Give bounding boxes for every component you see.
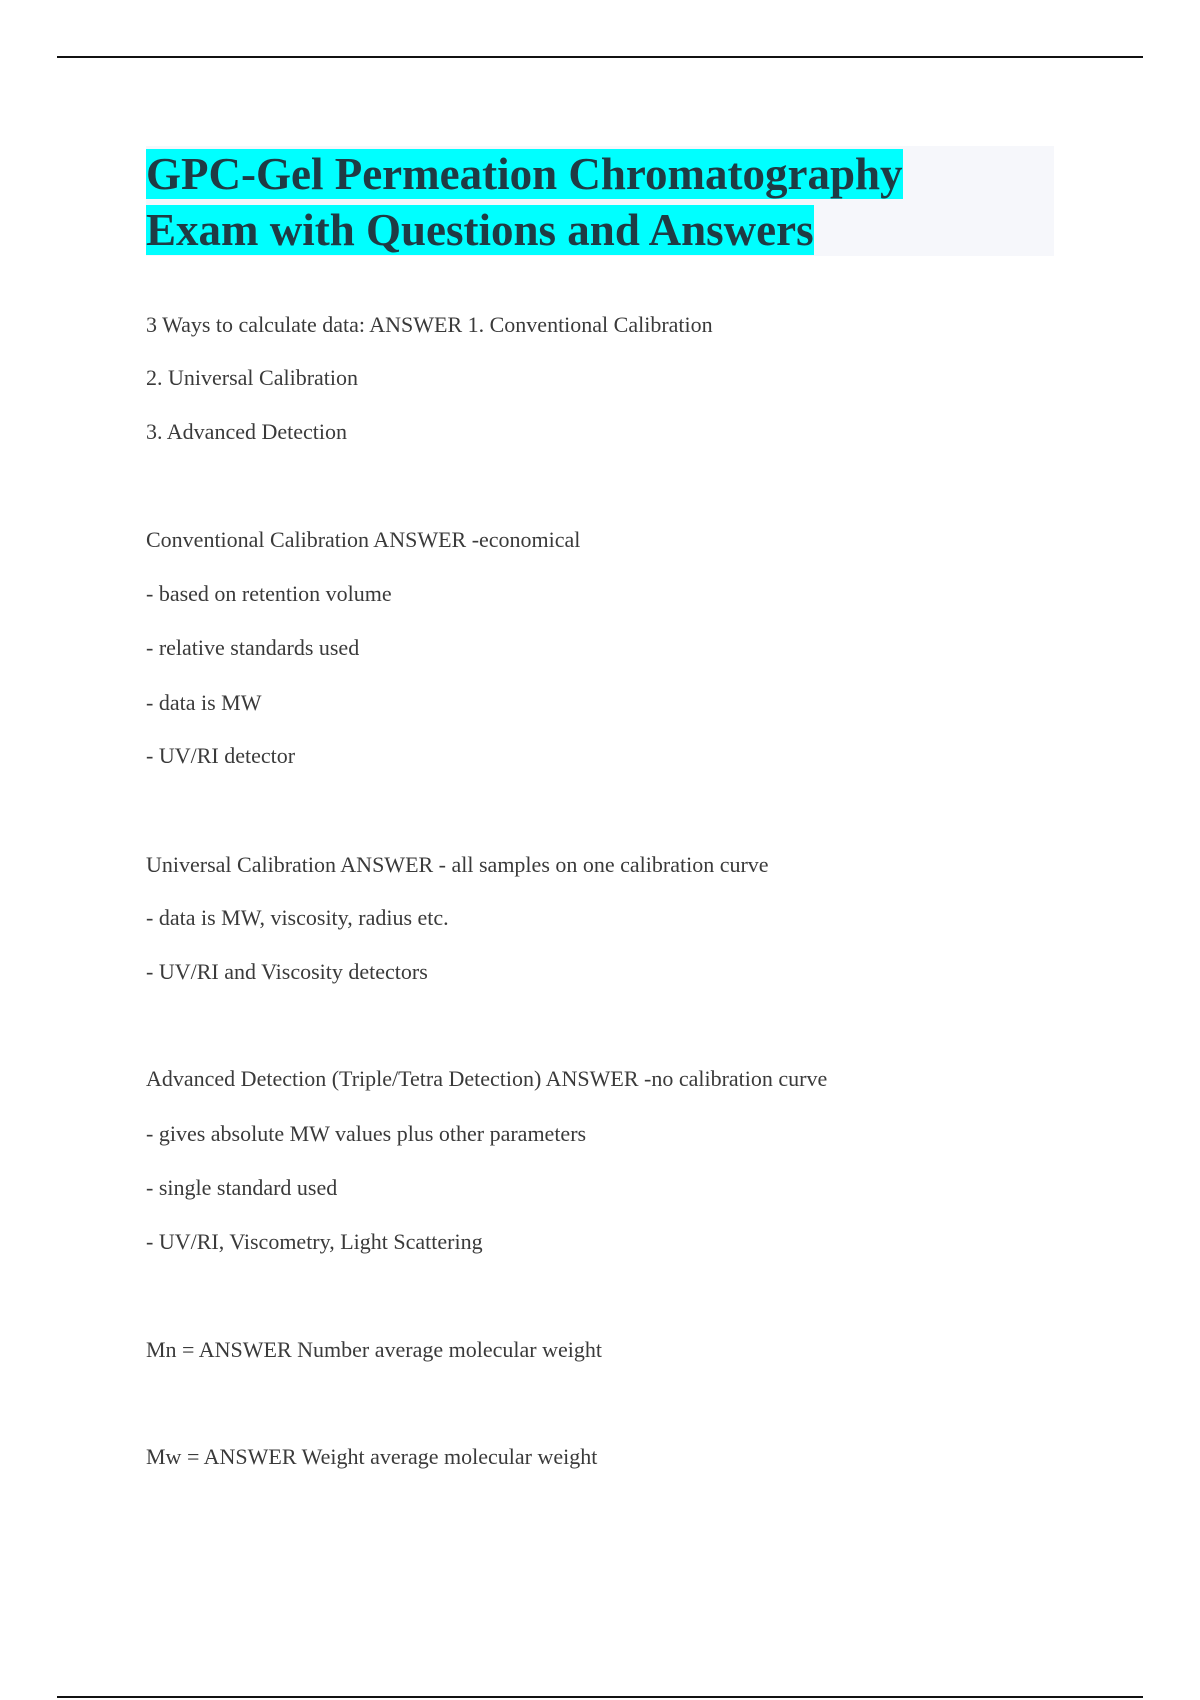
answer-line: 3. Advanced Detection — [146, 419, 347, 444]
answer-line: - single standard used — [146, 1175, 338, 1200]
question-line: 3 Ways to calculate data: ANSWER 1. Conventional Calibration — [146, 312, 713, 337]
title-line-2: Exam with Questions and Answers — [146, 205, 814, 255]
question-line: Universal Calibration ANSWER - all samples on one calibration curve — [146, 852, 769, 877]
answer-line: - data is MW — [146, 690, 262, 715]
answer-line: - based on retention volume — [146, 581, 392, 606]
title-line-1: GPC-Gel Permeation Chromatography — [146, 149, 903, 199]
answer-line: - UV/RI, Viscometry, Light Scattering — [146, 1229, 483, 1254]
top-rule — [57, 56, 1143, 58]
question-line: Advanced Detection (Triple/Tetra Detection) ANSWER -no calibration curve — [146, 1066, 828, 1091]
question-line: Mw = ANSWER Weight average molecular weight — [146, 1444, 598, 1469]
answer-line: - relative standards used — [146, 635, 360, 660]
answer-line: - UV/RI and Viscosity detectors — [146, 959, 428, 984]
bottom-rule — [57, 1696, 1143, 1698]
answer-line: 2. Universal Calibration — [146, 365, 359, 390]
page-title — [146, 146, 1026, 258]
question-line: Conventional Calibration ANSWER -economical — [146, 527, 581, 552]
answer-line: - data is MW, viscosity, radius etc. — [146, 905, 449, 930]
answer-line: - gives absolute MW values plus other parameters — [146, 1121, 587, 1146]
answer-line: - UV/RI detector — [146, 743, 296, 768]
question-line: Mn = ANSWER Number average molecular weight — [146, 1337, 602, 1362]
